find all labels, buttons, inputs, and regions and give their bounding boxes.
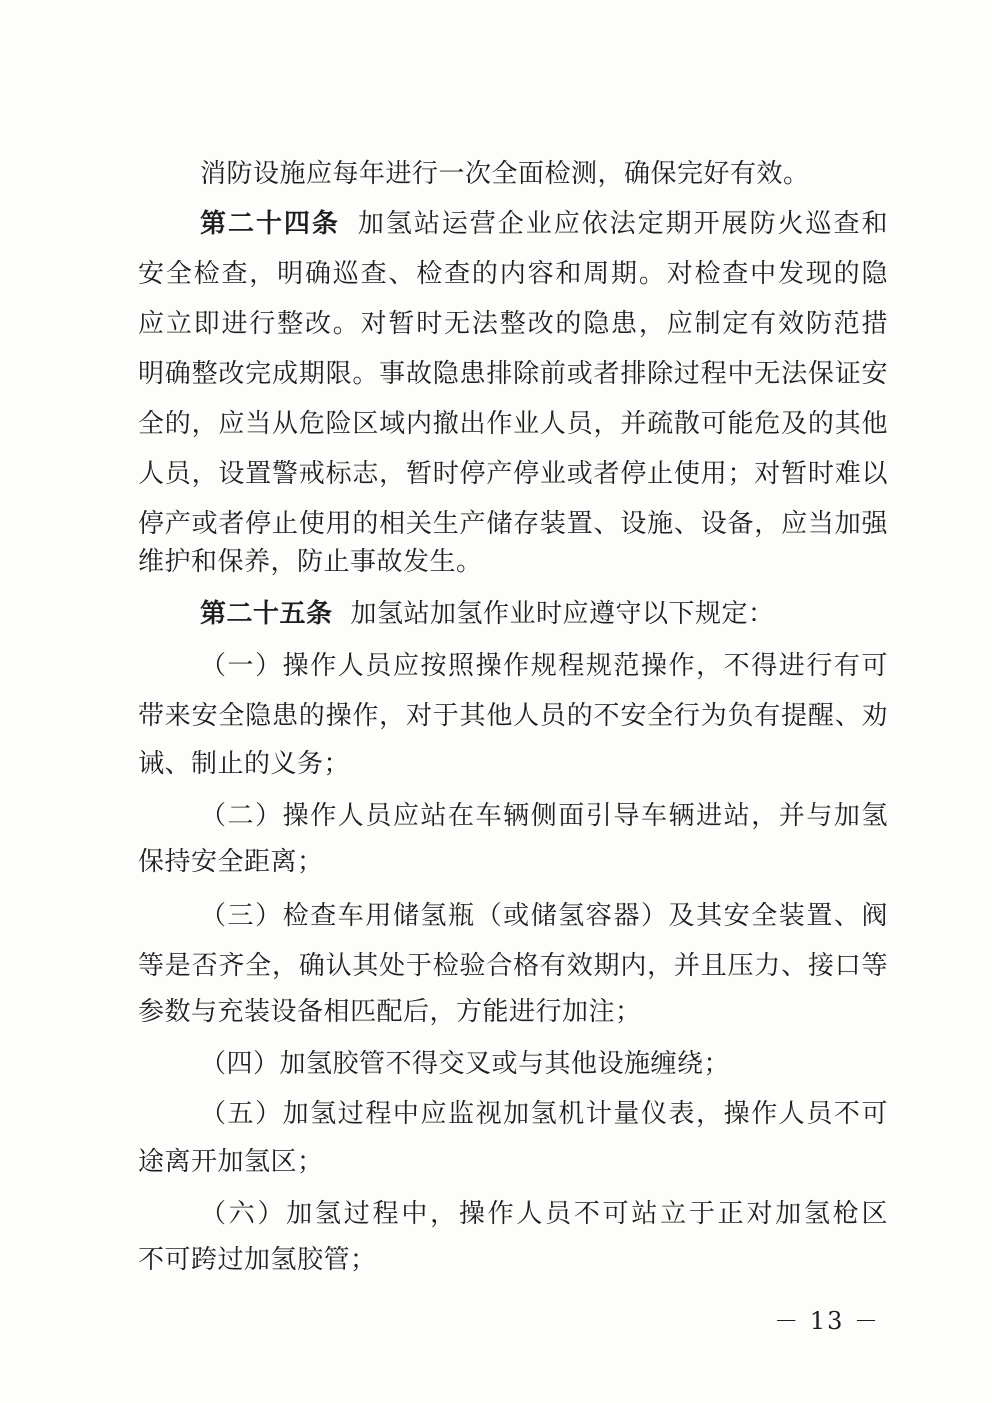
list-item-line: 诫、制止的义务； xyxy=(138,749,351,779)
list-item-line: 等是否齐全，确认其处于检验合格有效期内，并且压力、接口等 xyxy=(138,951,888,981)
paragraph-line: 全的，应当从危险区域内撤出作业人员，并疏散可能危及的其他 xyxy=(138,409,888,439)
list-item-line: （三）检查车用储氢瓶（或储氢容器）及其安全装置、阀 xyxy=(200,901,888,931)
paragraph-line: 停产或者停止使用的相关生产储存装置、设施、设备，应当加强 xyxy=(138,509,888,539)
list-item-line: 带来安全隐患的操作，对于其他人员的不安全行为负有提醒、劝 xyxy=(138,701,888,731)
list-item-line: 参数与充装设备相匹配后，方能进行加注； xyxy=(138,997,642,1027)
list-item-line: 不可跨过加氢胶管； xyxy=(138,1245,377,1275)
paragraph-line: 应立即进行整改。对暂时无法整改的隐患，应制定有效防范措 xyxy=(138,309,888,339)
article-24-title: 第二十四条 xyxy=(200,209,340,239)
paragraph-line: 维护和保养，防止事故发生。 xyxy=(138,547,483,577)
paragraph-line: 安全检查，明确巡查、检查的内容和周期。对检查中发现的隐 xyxy=(138,259,888,289)
list-item-line: （五）加氢过程中应监视加氢机计量仪表，操作人员不可 xyxy=(200,1099,888,1129)
page-number: － 13 － xyxy=(774,1307,880,1335)
paragraph-line: 明确整改完成期限。事故隐患排除前或者排除过程中无法保证安 xyxy=(138,359,888,389)
list-item-line: （四）加氢胶管不得交叉或与其他设施缠绕； xyxy=(200,1049,731,1079)
list-item-line: 途离开加氢区； xyxy=(138,1147,324,1177)
list-item-line: （六）加氢过程中，操作人员不可站立于正对加氢枪区 xyxy=(200,1199,888,1229)
paragraph-line: 人员，设置警戒标志，暂时停产停业或者停止使用；对暂时难以 xyxy=(138,459,888,489)
list-item-line: （一）操作人员应按照操作规程规范操作，不得进行有可 xyxy=(200,651,888,681)
article-24-text: 加氢站运营企业应依法定期开展防火巡查和 xyxy=(357,209,888,239)
article-24-heading-line xyxy=(200,208,888,240)
article-25-text: 加氢站加氢作业时应遵守以下规定： xyxy=(350,599,775,629)
list-item-line: （二）操作人员应站在车辆侧面引导车辆进站，并与加氢 xyxy=(200,801,888,831)
list-item-line: 保持安全距离； xyxy=(138,847,324,877)
article-25-heading-line xyxy=(200,598,888,630)
article-25-title: 第二十五条 xyxy=(200,599,333,629)
paragraph-line: 消防设施应每年进行一次全面检测，确保完好有效。 xyxy=(200,159,810,189)
